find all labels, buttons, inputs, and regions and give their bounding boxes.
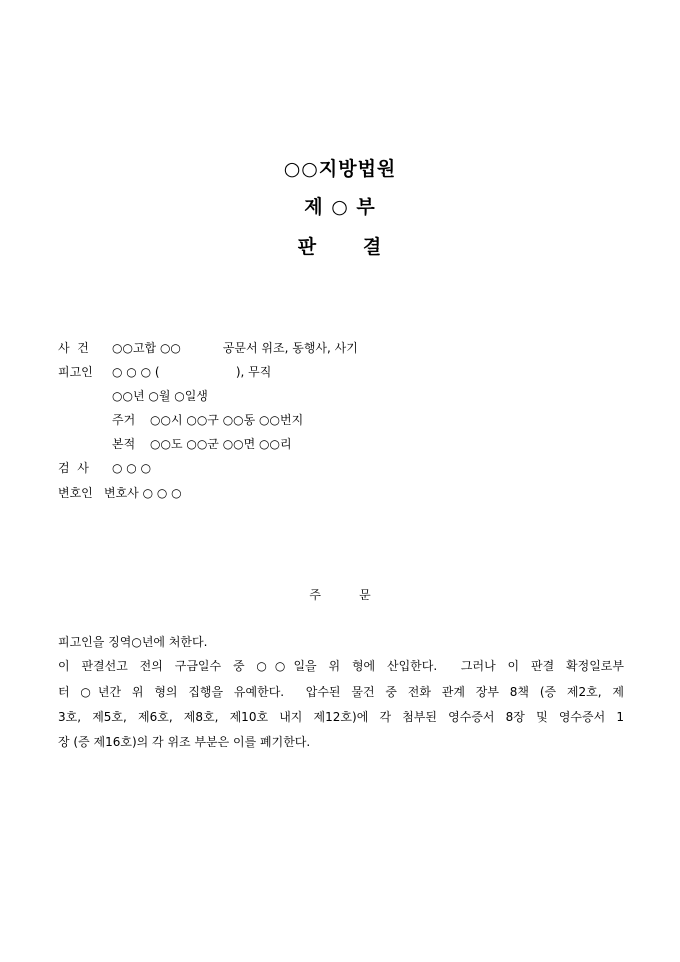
counsel-label: 변호인 xyxy=(58,486,93,500)
order-line-4: 3호, 제5호, 제6호, 제8호, 제10호 내지 제12호)에 각 첨부된 영수증서 8장 및 영수증서 1 xyxy=(58,710,624,724)
court-name: ○○지방법원 xyxy=(283,158,397,180)
defendant-label: 피고인 xyxy=(58,365,93,379)
prosecutor-value: ○ ○ ○ xyxy=(112,461,152,475)
case-label: 사 건 xyxy=(58,341,89,355)
case-value: ○○고합 ○○ 공문서 위조, 동행사, 사기 xyxy=(112,341,358,355)
domicile-value: ○○도 ○○군 ○○면 ○○리 xyxy=(150,437,292,451)
document-type: 판 결 xyxy=(297,236,383,258)
prosecutor-label: 검 사 xyxy=(58,461,89,475)
domicile-label: 본적 xyxy=(112,437,136,451)
residence-label: 주거 xyxy=(112,413,136,427)
order-line-3: 터 ○년간 위 형의 집행을 유예한다. 압수된 물건 중 전화 관계 장부 8책 (증 제2호, 제 xyxy=(58,685,624,699)
defendant-value: ○ ○ ○ ( ), 무직 xyxy=(112,365,272,379)
order-heading: 주 문 xyxy=(309,588,371,602)
division-name: 제 ○ 부 xyxy=(304,196,376,218)
residence-value: ○○시 ○○구 ○○동 ○○번지 xyxy=(150,413,304,427)
order-line-1: 피고인을 징역○년에 처한다. xyxy=(58,635,208,649)
counsel-value: 변호사 ○ ○ ○ xyxy=(104,486,182,500)
order-line-5: 장 (증 제16호)의 각 위조 부분은 이를 폐기한다. xyxy=(58,735,311,749)
defendant-birth: ○○년 ○월 ○일생 xyxy=(112,389,208,403)
order-line-2: 이 판결선고 전의 구금일수 중 ○○일을 위 형에 산입한다. 그러나 이 판결 확정일로부 xyxy=(58,659,624,673)
